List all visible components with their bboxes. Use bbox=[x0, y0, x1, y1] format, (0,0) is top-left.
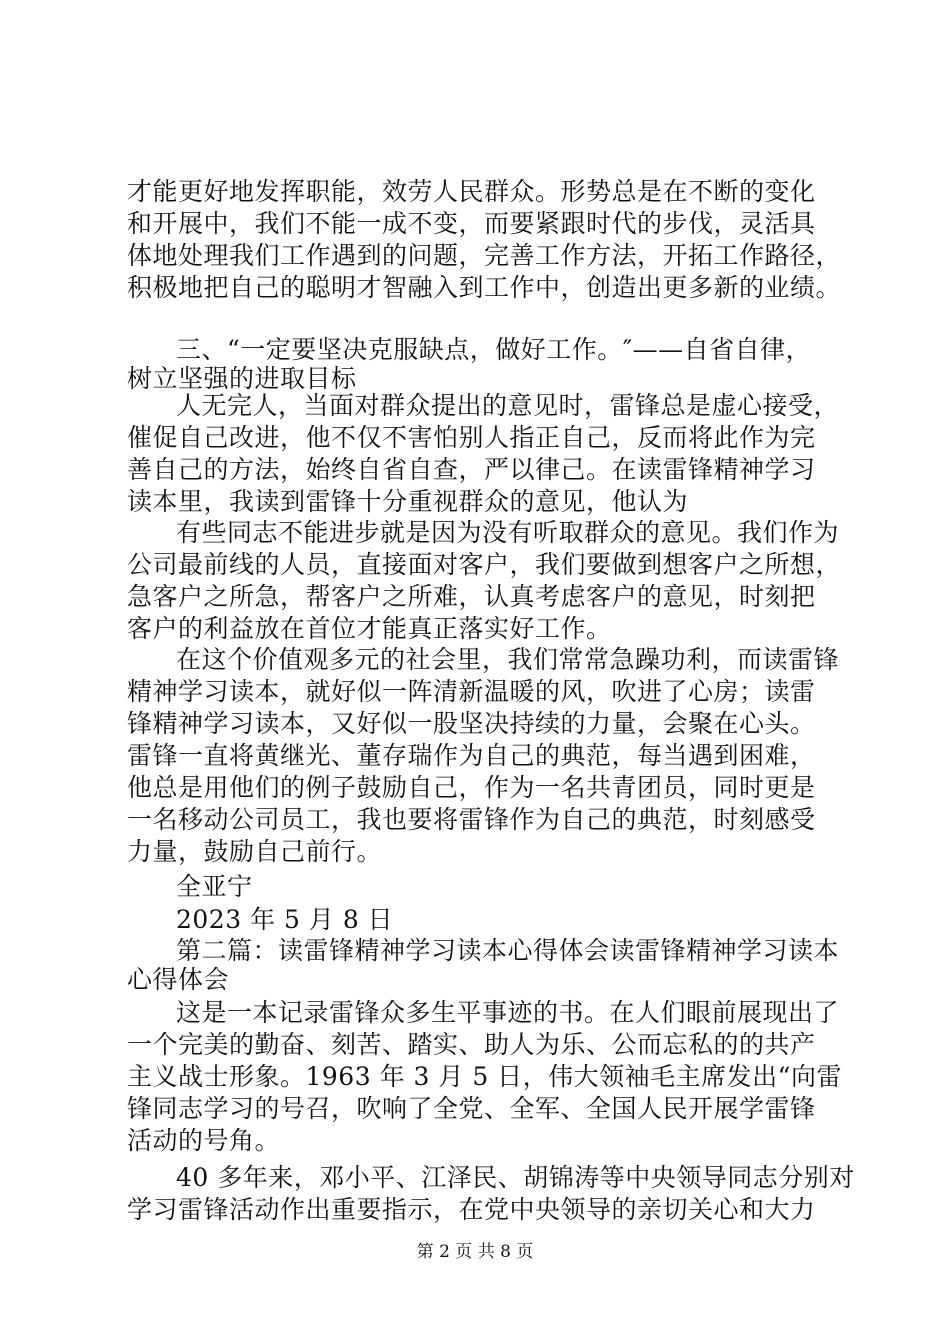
text-line: 主义战士形象。1963 年 3 月 5 日，伟大领袖毛主席发出“向雷 bbox=[127, 1062, 842, 1091]
author-name: 全亚宁 bbox=[176, 872, 253, 901]
text-line: 锋同志学习的号召，吹响了全党、全军、全国人民开展学雷锋 bbox=[127, 1094, 816, 1123]
text-line: 力量，鼓励自己前行。 bbox=[127, 837, 383, 866]
text-line: 人无完人，当面对群众提出的意见时，雷锋总是虚心接受， bbox=[176, 391, 840, 420]
text-line: 积极地把自己的聪明才智融入到工作中，创造出更多新的业绩。 bbox=[127, 273, 842, 302]
text-line: 雷锋一直将黄继光、董存瑞作为自己的典范，每当遇到困难， bbox=[127, 741, 816, 770]
text-line: 学习雷锋活动作出重要指示，在党中央领导的亲切关心和大力 bbox=[127, 1195, 816, 1224]
text-line: 精神学习读本，就好似一阵清新温暖的风，吹进了心房；读雷 bbox=[127, 677, 816, 706]
text-line: 客户的利益放在首位才能真正落实好工作。 bbox=[127, 614, 612, 643]
text-line: 善自己的方法，始终自省自查，严以律己。在读雷锋精神学习 bbox=[127, 455, 816, 484]
text-line: 一个完美的勤奋、刻苦、踏实、助人为乐、公而忘私的的共产 bbox=[127, 1030, 816, 1059]
page-number-footer: 第 2 页 共 8 页 bbox=[416, 1242, 534, 1262]
text-line: 和开展中，我们不能一成不变，而要紧跟时代的步伐，灵活具 bbox=[127, 209, 816, 238]
article-heading: 心得体会 bbox=[127, 965, 230, 994]
text-line: 有些同志不能进步就是因为没有听取群众的意见。我们作为 bbox=[176, 518, 840, 547]
text-line: 他总是用他们的例子鼓励自己，作为一名共青团员，同时更是 bbox=[127, 773, 816, 802]
text-line: 体地处理我们工作遇到的问题，完善工作方法，开拓工作路径， bbox=[127, 241, 842, 270]
text-line: 锋精神学习读本，又好似一股坚决持续的力量，会聚在心头。 bbox=[127, 709, 816, 738]
text-line: 急客户之所急，帮客户之所难，认真考虑客户的意见，时刻把 bbox=[127, 582, 816, 611]
text-line: 一名移动公司员工，我也要将雷锋作为自己的典范，时刻感受 bbox=[127, 805, 816, 834]
article-heading: 第二篇：读雷锋精神学习读本心得体会读雷锋精神学习读本 bbox=[176, 936, 840, 965]
text-line: 活动的号角。 bbox=[127, 1126, 281, 1155]
text-line: 催促自己改进，他不仅不害怕别人指正自己，反而将此作为完 bbox=[127, 423, 816, 452]
date-line: 2023 年 5 月 8 日 bbox=[176, 905, 394, 934]
text-line: 在这个价值观多元的社会里，我们常常急躁功利，而读雷锋 bbox=[176, 645, 840, 674]
text-line: 公司最前线的人员，直接面对客户，我们要做到想客户之所想， bbox=[127, 550, 842, 579]
text-line: 才能更好地发挥职能，效劳人民群众。形势总是在不断的变化 bbox=[127, 177, 816, 206]
section-heading: 树立坚强的进取目标 bbox=[127, 364, 357, 393]
text-line: 这是一本记录雷锋众多生平事迹的书。在人们眼前展现出了 bbox=[176, 998, 840, 1027]
text-line: 40 多年来，邓小平、江泽民、胡锦涛等中央领导同志分别对 bbox=[176, 1163, 855, 1192]
section-heading: 三、“一定要坚决克服缺点，做好工作。″——自省自律， bbox=[176, 335, 812, 364]
text-line: 读本里，我读到雷锋十分重视群众的意见，他认为 bbox=[127, 487, 689, 516]
